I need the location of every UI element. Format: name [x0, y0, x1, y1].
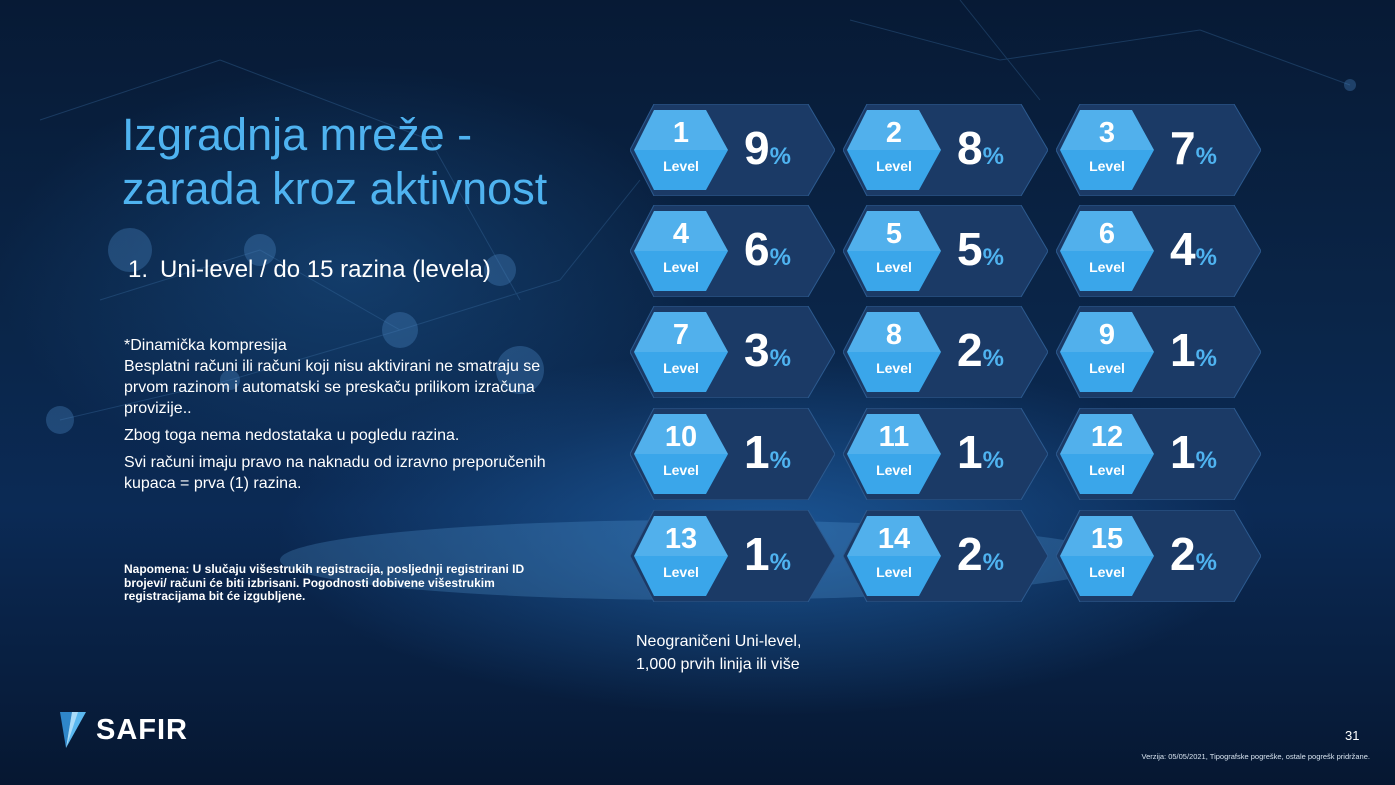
- level-percentage: [744, 220, 791, 287]
- level-label: Level: [1089, 259, 1125, 275]
- percentage-value: 1: [1170, 324, 1196, 376]
- level-tile: [1056, 205, 1261, 297]
- percentage-value: 6: [744, 223, 770, 275]
- level-number: 9: [1098, 319, 1116, 351]
- version-text: Verzija: 05/05/2021, Tipografske pogreške, ostale pogrešk pridržane.: [1141, 752, 1370, 761]
- level-percentage: [1170, 119, 1217, 186]
- level-number: 12: [1090, 421, 1124, 453]
- level-percentage: [744, 119, 791, 186]
- percent-sign: %: [1195, 143, 1217, 170]
- percentage-value: 1: [744, 426, 770, 478]
- percent-sign: %: [982, 244, 1004, 271]
- percent-sign: %: [1195, 244, 1217, 271]
- level-number: 14: [877, 523, 911, 555]
- level-label: Level: [1089, 360, 1125, 376]
- percent-sign: %: [982, 447, 1004, 474]
- level-tile: [630, 306, 835, 398]
- percentage-value: 1: [744, 528, 770, 580]
- percent-sign: %: [1195, 345, 1217, 372]
- percent-sign: %: [769, 244, 791, 271]
- level-tile: [843, 205, 1048, 297]
- level-tile: [843, 306, 1048, 398]
- description-heading: *Dinamička kompresija: [124, 337, 287, 354]
- percentage-value: 3: [744, 324, 770, 376]
- description-paragraph-3: Svi računi imaju pravo na naknadu od izravno preporučenih kupaca = prva (1) razina.: [124, 454, 546, 492]
- level-percentage: [1170, 423, 1217, 490]
- level-label: Level: [876, 259, 912, 275]
- level-tile: [630, 408, 835, 500]
- level-label: Level: [876, 564, 912, 580]
- description-block: [124, 335, 564, 500]
- footnote-line-2: 1,000 prvih linija ili više: [636, 656, 800, 673]
- description-paragraph-1: Besplatni računi ili računi koji nisu aktivirani ne smatraju se prvom razinom i automatski se preskaču prilikom izračuna provizije..: [124, 358, 541, 417]
- level-tile: [843, 104, 1048, 196]
- percent-sign: %: [769, 345, 791, 372]
- level-percentage: [744, 321, 791, 388]
- percentage-value: 2: [1170, 528, 1196, 580]
- percentage-value: 7: [1170, 122, 1196, 174]
- subtitle-text: Uni-level / do 15 razina (levela): [160, 256, 491, 283]
- level-grid: [630, 104, 1270, 614]
- level-number: 10: [664, 421, 698, 453]
- percentage-value: 4: [1170, 223, 1196, 275]
- percent-sign: %: [982, 549, 1004, 576]
- percentage-value: 1: [957, 426, 983, 478]
- uni-level-footnote: [636, 630, 801, 676]
- level-percentage: [744, 525, 791, 592]
- level-percentage: [1170, 220, 1217, 287]
- percentage-value: 8: [957, 122, 983, 174]
- level-tile: [1056, 408, 1261, 500]
- level-label: Level: [1089, 462, 1125, 478]
- level-label: Level: [876, 360, 912, 376]
- percent-sign: %: [1195, 447, 1217, 474]
- level-label: Level: [663, 564, 699, 580]
- title-line-2: zarada kroz aktivnost: [122, 163, 548, 214]
- percentage-value: 5: [957, 223, 983, 275]
- subtitle: [128, 256, 491, 284]
- level-number: 13: [664, 523, 698, 555]
- level-percentage: [957, 525, 1004, 592]
- level-number: 6: [1098, 218, 1116, 250]
- level-number: 7: [672, 319, 690, 351]
- registration-note: Napomena: U slučaju višestrukih registracija, posljednji registrirani ID brojevi/ računi će biti izbrisani. Pogodnosti dobivene višestrukim registracijama bit će izgubljene.: [124, 562, 525, 603]
- level-tile: [1056, 104, 1261, 196]
- level-number: 4: [672, 218, 690, 250]
- level-number: 15: [1090, 523, 1124, 555]
- percent-sign: %: [982, 143, 1004, 170]
- level-number: 3: [1098, 117, 1116, 149]
- safir-logo-icon: [56, 710, 90, 750]
- level-label: Level: [876, 462, 912, 478]
- level-label: Level: [1089, 158, 1125, 174]
- percent-sign: %: [982, 345, 1004, 372]
- level-label: Level: [1089, 564, 1125, 580]
- level-tile: [1056, 306, 1261, 398]
- level-number: 5: [885, 218, 903, 250]
- level-label: Level: [663, 462, 699, 478]
- title-line-1: Izgradnja mreže -: [122, 109, 473, 160]
- description-paragraph-2: Zbog toga nema nedostataka u pogledu razina.: [124, 427, 460, 444]
- level-label: Level: [663, 259, 699, 275]
- subtitle-number: 1.: [128, 256, 149, 283]
- page-number: 31: [1345, 728, 1360, 743]
- percentage-value: 9: [744, 122, 770, 174]
- level-percentage: [957, 321, 1004, 388]
- percent-sign: %: [769, 549, 791, 576]
- slide-title: [122, 108, 547, 216]
- level-percentage: [957, 423, 1004, 490]
- percentage-value: 2: [957, 528, 983, 580]
- level-number: 2: [885, 117, 903, 149]
- level-label: Level: [663, 360, 699, 376]
- level-number: 8: [885, 319, 903, 351]
- level-tile: [630, 104, 835, 196]
- level-percentage: [1170, 525, 1217, 592]
- logo-text: SAFIR: [96, 713, 188, 746]
- level-percentage: [744, 423, 791, 490]
- level-label: Level: [876, 158, 912, 174]
- level-tile: [843, 408, 1048, 500]
- percentage-value: 2: [957, 324, 983, 376]
- level-tile: [630, 205, 835, 297]
- safir-logo: [56, 710, 188, 750]
- percent-sign: %: [1195, 549, 1217, 576]
- percent-sign: %: [769, 447, 791, 474]
- percentage-value: 1: [1170, 426, 1196, 478]
- level-tile: [630, 510, 835, 602]
- level-percentage: [957, 119, 1004, 186]
- percent-sign: %: [769, 143, 791, 170]
- level-tile: [843, 510, 1048, 602]
- level-tile: [1056, 510, 1261, 602]
- level-number: 1: [672, 117, 690, 149]
- footnote-line-1: Neograničeni Uni-level,: [636, 633, 802, 650]
- level-percentage: [1170, 321, 1217, 388]
- level-number: 11: [878, 421, 910, 453]
- level-label: Level: [663, 158, 699, 174]
- level-percentage: [957, 220, 1004, 287]
